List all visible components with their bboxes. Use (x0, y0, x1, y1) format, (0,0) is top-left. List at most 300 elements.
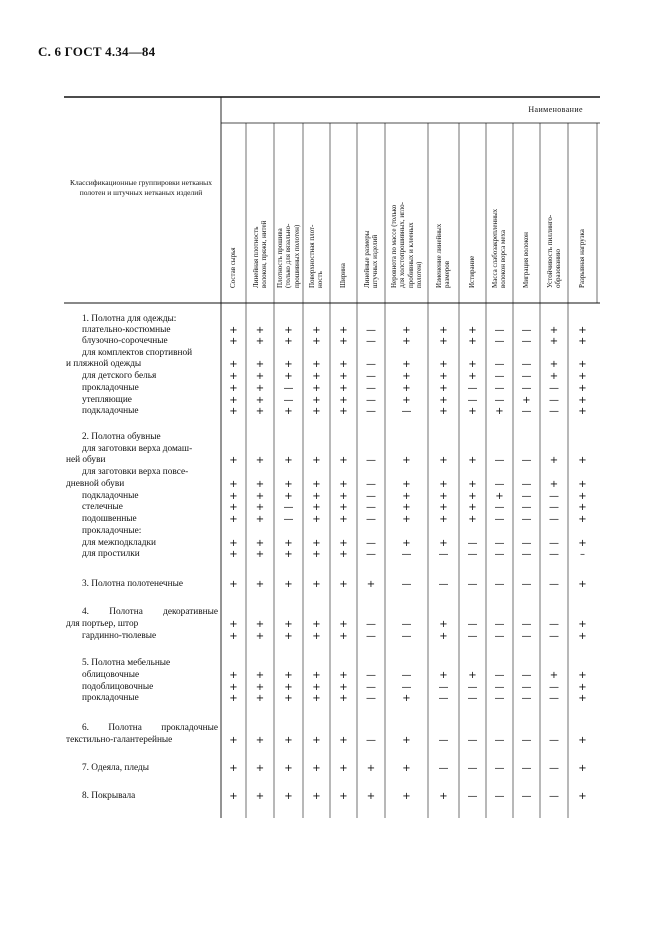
table-cell: — (494, 735, 505, 746)
table-cell: + (366, 579, 376, 590)
table-cell: — (521, 538, 532, 549)
table-cell: + (255, 619, 265, 630)
table-cell: — (366, 359, 376, 370)
table-cell: + (284, 631, 293, 642)
table-cell: — (366, 670, 376, 681)
table-cell: + (578, 325, 587, 336)
table-cell: + (229, 371, 238, 382)
table-cell: + (578, 670, 587, 681)
row-label: для детского белья (82, 371, 157, 381)
table-cell: + (312, 693, 321, 704)
row-label: 5. Полотна мебельные (82, 658, 171, 668)
table-cell: + (312, 502, 321, 513)
table-cell: + (468, 479, 477, 490)
table-cell: — (494, 670, 505, 681)
row-label: стелечные (82, 502, 123, 512)
table-cell: + (312, 371, 321, 382)
table-cell: + (229, 336, 238, 347)
table-cell: + (439, 336, 448, 347)
table-cell: — (494, 579, 505, 590)
table-cell: + (339, 514, 348, 525)
column-header-9: Истирание (468, 255, 477, 288)
table-cell: + (339, 325, 348, 336)
table-cell: — (283, 502, 294, 513)
table-cell: — (494, 791, 505, 802)
table-cell: + (229, 791, 238, 802)
row-label: подкладочные (82, 406, 139, 416)
table-cell: + (402, 514, 411, 525)
table-cell: + (339, 455, 348, 466)
table-cell: + (255, 383, 265, 394)
table-cell: + (339, 619, 348, 630)
table-cell: + (312, 763, 321, 774)
column-header-7: Неровнота по массе (только для холстопрошивных, игло- пробивных и клееных полотен) (389, 202, 423, 288)
table-cell: + (255, 336, 265, 347)
row-label: 8. Покрывала (82, 791, 136, 801)
table-cell: + (439, 325, 448, 336)
table-cell: + (229, 455, 238, 466)
table-cell: + (339, 579, 348, 590)
table-cell: + (495, 491, 504, 502)
table-cell: + (339, 538, 348, 549)
table-cell: + (439, 538, 448, 549)
table-cell: + (284, 693, 293, 704)
table-cell: + (439, 491, 448, 502)
table-cell: + (339, 479, 348, 490)
table-cell: + (549, 479, 559, 490)
table-cell: + (229, 670, 238, 681)
table-cell: + (402, 491, 411, 502)
table-cell: + (284, 359, 293, 370)
table-cell: + (402, 383, 411, 394)
table-cell: — (438, 693, 449, 704)
table-cell: — (401, 670, 412, 681)
table-cell: + (578, 406, 587, 417)
table-cell: + (312, 670, 321, 681)
table-cell: + (578, 514, 587, 525)
table-cell: — (366, 538, 376, 549)
table-cell: + (312, 479, 321, 490)
table-cell: + (229, 549, 238, 560)
table-cell: — (366, 371, 376, 382)
table-cell: — (467, 383, 478, 394)
table-cell: — (549, 514, 559, 525)
table-cell: — (494, 455, 505, 466)
table-cell: — (549, 735, 559, 746)
table-cell: — (521, 631, 532, 642)
table-cell: + (468, 502, 477, 513)
table-cell: + (578, 579, 587, 590)
table-cell: + (255, 325, 265, 336)
table-cell: + (549, 455, 559, 466)
table-cell: + (402, 325, 411, 336)
table-cell: + (339, 371, 348, 382)
table-cell: — (438, 549, 449, 560)
row-label: плательно-костюмные (82, 325, 171, 335)
table-cell: + (578, 538, 587, 549)
table-cell: + (255, 791, 265, 802)
column-header-4: Поверхностная плот- ность (308, 224, 325, 288)
table-cell: — (401, 682, 412, 693)
table-cell: — (521, 455, 532, 466)
table-cell: — (521, 336, 532, 347)
table-cell: + (255, 479, 265, 490)
table-cell: — (521, 383, 532, 394)
row-label: 3. Полотна полотенечные (82, 579, 183, 589)
table-cell: — (494, 538, 505, 549)
table-cell: + (312, 325, 321, 336)
column-header-5: Ширина (339, 263, 348, 288)
table-cell: + (439, 502, 448, 513)
table-cell: + (578, 371, 587, 382)
table-cell: — (366, 491, 376, 502)
table-cell: + (255, 455, 265, 466)
table-cell: — (401, 406, 412, 417)
table-cell: + (229, 406, 238, 417)
table-cell: + (312, 491, 321, 502)
table-cell: + (549, 325, 559, 336)
table-cell: + (578, 395, 587, 406)
table-cell: + (339, 502, 348, 513)
table-cell: + (255, 491, 265, 502)
table-cell: — (549, 502, 559, 513)
table-cell: — (521, 502, 532, 513)
table-cell: — (438, 579, 449, 590)
column-header-1: Состав сырья (229, 247, 238, 288)
table-cell: + (312, 395, 321, 406)
table-cell: — (549, 631, 559, 642)
table-cell: + (468, 336, 477, 347)
table-cell: — (521, 479, 532, 490)
table-cell: + (255, 406, 265, 417)
table-cell: + (284, 670, 293, 681)
table-cell: + (229, 383, 238, 394)
table-cell: — (366, 502, 376, 513)
table-cell: — (467, 735, 478, 746)
table-cell: — (521, 682, 532, 693)
table-cell: + (229, 763, 238, 774)
table-cell: + (229, 479, 238, 490)
row-label: 2. Полотна обувные (82, 432, 161, 442)
table-cell: + (312, 383, 321, 394)
table-cell: + (366, 763, 376, 774)
table-cell: + (402, 359, 411, 370)
table-cell: — (366, 455, 376, 466)
table-cell: — (494, 619, 505, 630)
table-cell: — (494, 693, 505, 704)
table-cell: — (467, 631, 478, 642)
table-cell: + (402, 502, 411, 513)
row-label: для межподкладки (82, 538, 156, 548)
table-cell: + (255, 538, 265, 549)
row-label: блузочно-сорочечные (82, 336, 168, 346)
table-cell: + (339, 406, 348, 417)
table-cell: + (402, 693, 411, 704)
table-cell: + (339, 491, 348, 502)
table-cell: — (283, 514, 294, 525)
table-cell: + (549, 359, 559, 370)
table-cell: — (494, 549, 505, 560)
table-cell: + (495, 406, 504, 417)
table-cell: — (521, 549, 532, 560)
table-cell: — (494, 325, 505, 336)
table-cell: + (284, 491, 293, 502)
column-header-12: Устойчивость пиллинго- образованию (545, 214, 562, 288)
table-cell: + (339, 670, 348, 681)
table-cell: + (229, 502, 238, 513)
table-cell: — (494, 502, 505, 513)
row-label: для комплектов спортивной (82, 348, 193, 358)
table-cell: + (578, 359, 587, 370)
table-cell: + (255, 514, 265, 525)
table-cell: + (402, 763, 411, 774)
table-cell: — (366, 395, 376, 406)
table-cell: + (578, 631, 587, 642)
table-cell: + (255, 395, 265, 406)
table-cell: + (339, 682, 348, 693)
table-cell: + (339, 336, 348, 347)
table-cell: + (284, 549, 293, 560)
table-cell: — (467, 395, 478, 406)
table-cell: + (284, 538, 293, 549)
table-cell: + (339, 693, 348, 704)
table-cell: — (494, 359, 505, 370)
table-cell: + (439, 631, 448, 642)
table-cell: + (284, 682, 293, 693)
table-cell: — (366, 682, 376, 693)
table-cell: + (549, 336, 559, 347)
table-cell: + (255, 631, 265, 642)
table-cell: — (521, 359, 532, 370)
table-cell: + (312, 336, 321, 347)
table-cell: — (494, 631, 505, 642)
table-cell: — (467, 693, 478, 704)
table-cell: — (521, 791, 532, 802)
table-cell: + (312, 406, 321, 417)
table-cell: — (521, 371, 532, 382)
table-cell: — (494, 383, 505, 394)
table-cell: — (366, 336, 376, 347)
table-cell: — (467, 619, 478, 630)
table-cell: + (578, 455, 587, 466)
table-cell: + (339, 549, 348, 560)
table-cell: — (521, 670, 532, 681)
table-cell: + (339, 735, 348, 746)
table-cell: + (402, 479, 411, 490)
table-cell: + (439, 359, 448, 370)
table-cell: + (339, 359, 348, 370)
table-cell: — (366, 406, 376, 417)
row-label: ней обуви (66, 455, 106, 465)
table-cell: + (229, 579, 238, 590)
row-label: и пляжной одежды (66, 359, 142, 369)
table-cell: + (255, 579, 265, 590)
table-cell: — (521, 491, 532, 502)
table-cell: + (578, 479, 587, 490)
table-cell: — (366, 693, 376, 704)
table-cell: — (549, 406, 559, 417)
table-cell: — (283, 383, 294, 394)
table-cell: + (339, 791, 348, 802)
table-cell: — (549, 763, 559, 774)
table-cell: — (366, 549, 376, 560)
table-cell: + (229, 735, 238, 746)
table-cell: + (229, 325, 238, 336)
table-cell: — (366, 619, 376, 630)
row-label: гардинно-тюлевые (82, 631, 157, 641)
table-cell: + (284, 325, 293, 336)
group-column-header: Классификационные группировки нетканых полотен и штучных нетканых изделий (70, 178, 212, 197)
table-cell: + (229, 682, 238, 693)
table-cell: + (578, 502, 587, 513)
table-cell: — (521, 693, 532, 704)
table-cell: — (549, 538, 559, 549)
table-cell: — (438, 735, 449, 746)
table-cell: + (312, 455, 321, 466)
table-cell: — (549, 619, 559, 630)
table-cell: — (467, 538, 478, 549)
table-cell: + (312, 538, 321, 549)
table-cell: + (439, 406, 448, 417)
table-cell: – (580, 549, 585, 560)
row-label: 4. Полотна декоративные (82, 607, 218, 617)
table-cell: + (549, 670, 559, 681)
column-header-10: Масса слабозакрепленных волокон ворса меха (491, 208, 508, 288)
row-label: прокладочные (82, 693, 139, 703)
table-cell: + (284, 619, 293, 630)
table-cell: + (402, 336, 411, 347)
table-cell: — (401, 631, 412, 642)
table-cell: + (402, 455, 411, 466)
table-cell: — (438, 682, 449, 693)
table-cell: + (439, 455, 448, 466)
table-cell: — (494, 371, 505, 382)
row-label: для заготовки верха повсе- (82, 467, 189, 477)
table-cell: + (439, 383, 448, 394)
table-cell: + (366, 791, 376, 802)
row-label: для простилки (82, 549, 140, 559)
table-cell: — (366, 514, 376, 525)
naimenovanie-header: Наименование (528, 105, 583, 114)
table-cell: + (339, 383, 348, 394)
table-cell: + (255, 670, 265, 681)
table-cell: + (229, 631, 238, 642)
table-cell: + (312, 359, 321, 370)
table-cell: — (494, 395, 505, 406)
table-cell: — (549, 491, 559, 502)
page-header: С. 6 ГОСТ 4.34—84 (38, 44, 156, 59)
table-cell: + (284, 735, 293, 746)
table-cell: + (439, 514, 448, 525)
table-cell: + (339, 395, 348, 406)
table-cell: — (549, 549, 559, 560)
table-cell: — (467, 682, 478, 693)
table-cell: + (439, 619, 448, 630)
table-cell: — (521, 514, 532, 525)
table-cell: — (521, 619, 532, 630)
row-label: прокладочные: (82, 526, 142, 536)
table-cell: — (549, 383, 559, 394)
table-cell: + (578, 763, 587, 774)
table-cell: — (494, 336, 505, 347)
table-cell: — (467, 791, 478, 802)
table-cell: + (402, 791, 411, 802)
table-cell: + (284, 455, 293, 466)
table-cell: — (549, 579, 559, 590)
table-cell: + (284, 336, 293, 347)
table-cell: + (229, 538, 238, 549)
table-cell: + (439, 791, 448, 802)
table-cell: + (578, 336, 587, 347)
table-cell: + (402, 371, 411, 382)
table-cell: — (366, 735, 376, 746)
table-cell: + (255, 502, 265, 513)
table-cell: — (494, 479, 505, 490)
table-cell: + (229, 619, 238, 630)
table-cell: — (401, 579, 412, 590)
table-cell: + (578, 619, 587, 630)
table-cell: + (402, 395, 411, 406)
table-cell: + (468, 325, 477, 336)
table-cell: — (366, 631, 376, 642)
table-cell: + (312, 631, 321, 642)
table-cell: + (468, 491, 477, 502)
table-cell: + (339, 763, 348, 774)
table-cell: + (284, 579, 293, 590)
table-cell: + (284, 371, 293, 382)
table-cell: + (312, 579, 321, 590)
table-cell: + (255, 693, 265, 704)
table-cell: + (255, 549, 265, 560)
row-label: 6. Полотна прокладочные (82, 723, 218, 733)
row-label: облицовочные (82, 670, 140, 680)
table-cell: — (494, 514, 505, 525)
table-cell: — (438, 763, 449, 774)
table-cell: + (255, 763, 265, 774)
row-label: утепляющие (82, 395, 132, 405)
table-cell: — (521, 325, 532, 336)
table-cell: — (521, 763, 532, 774)
table-cell: + (229, 359, 238, 370)
table-cell: + (468, 455, 477, 466)
table-cell: + (468, 406, 477, 417)
table-cell: + (402, 735, 411, 746)
table-cell: — (366, 383, 376, 394)
table-cell: — (467, 763, 478, 774)
table-cell: + (229, 514, 238, 525)
table-cell: + (255, 371, 265, 382)
table-cell: — (366, 325, 376, 336)
table-cell: + (312, 619, 321, 630)
row-label: 1. Полотна для одежды: (82, 314, 177, 324)
table-cell: + (339, 631, 348, 642)
table-cell: + (439, 395, 448, 406)
table-cell: + (468, 359, 477, 370)
table-cell: + (255, 735, 265, 746)
table-cell: + (312, 735, 321, 746)
table-cell: + (522, 395, 531, 406)
table-cell: — (549, 395, 559, 406)
table-cell: + (229, 693, 238, 704)
table-cell: + (284, 763, 293, 774)
table-cell: + (439, 479, 448, 490)
table-cell: + (578, 693, 587, 704)
row-label: для заготовки верха домаш- (82, 444, 193, 454)
table-cell: + (402, 538, 411, 549)
table-cell: + (439, 371, 448, 382)
column-header-8: Изменение линейных размеров (435, 223, 452, 288)
table-cell: + (578, 383, 587, 394)
